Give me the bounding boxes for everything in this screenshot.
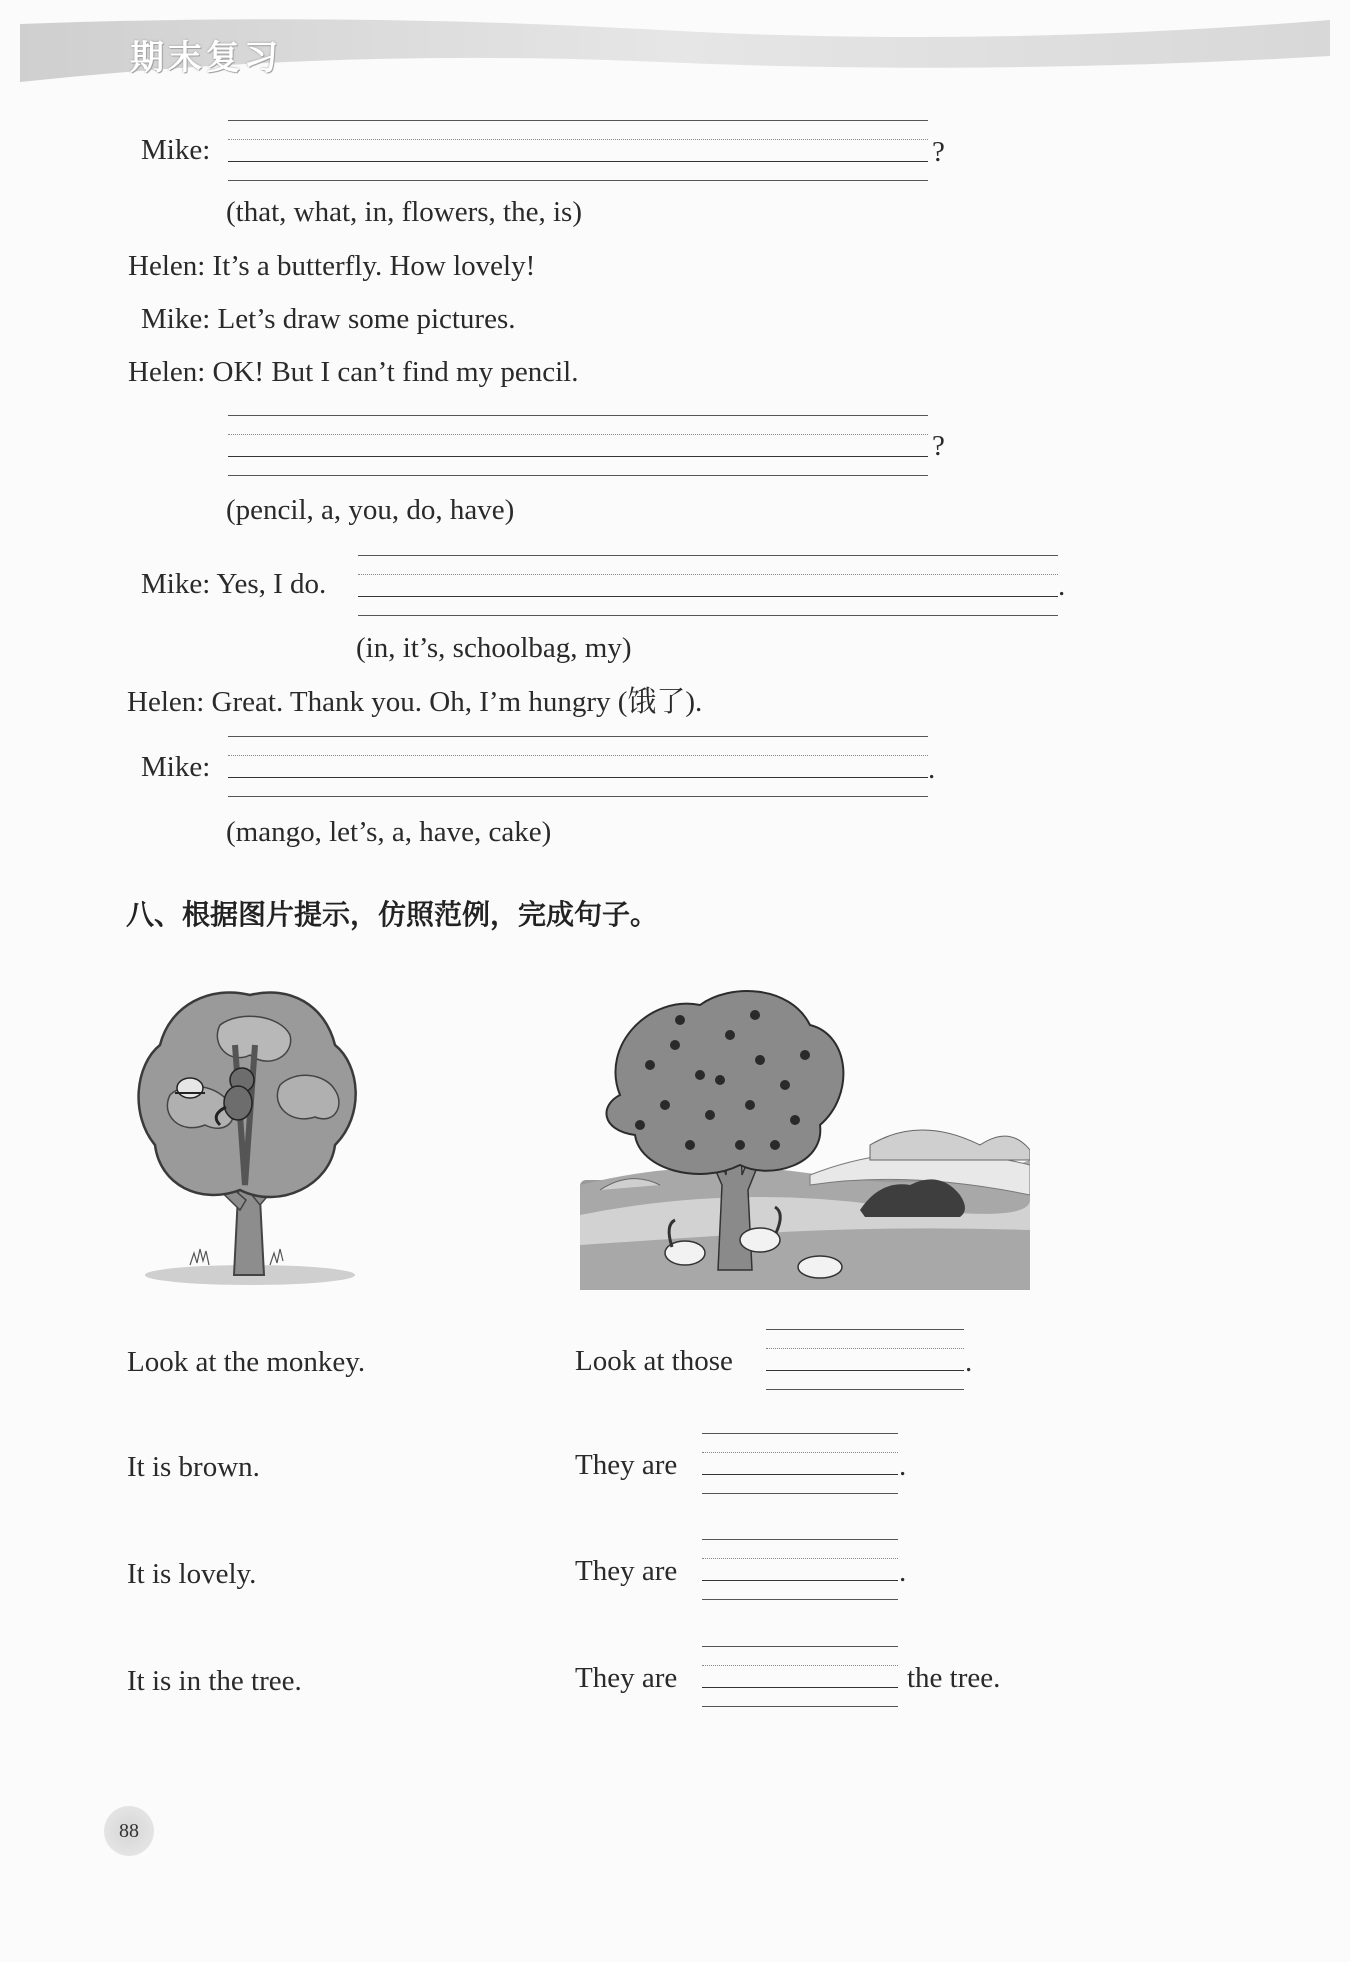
speaker-label: Mike: xyxy=(141,751,211,783)
word-hint: (mango, let’s, a, have, cake) xyxy=(226,816,552,848)
dialogue-line: Helen: It’s a butterfly. How lovely! xyxy=(128,250,536,282)
period-mark: . xyxy=(899,1556,907,1588)
dialogue-line: Mike: Yes, I do. xyxy=(141,568,327,600)
word-hint: (that, what, in, flowers, the, is) xyxy=(226,196,582,228)
dialogue-line: Helen: OK! But I can’t find my pencil. xyxy=(128,356,579,388)
dialogue-line: Mike: Let’s draw some pictures. xyxy=(141,303,516,335)
example-sentence: It is in the tree. xyxy=(127,1665,302,1697)
sentence-prefix: Look at those xyxy=(575,1345,733,1377)
monkey-tree-illustration xyxy=(130,985,370,1290)
section-header-title: 期末复习 xyxy=(130,38,282,78)
speaker-label: Mike: xyxy=(141,134,211,166)
sentence-prefix: They are xyxy=(575,1449,678,1481)
question-mark: ? xyxy=(932,430,945,462)
question-mark: ? xyxy=(932,136,945,168)
fruit-tree-geese-illustration xyxy=(580,985,1030,1295)
section-title: 八、根据图片提示，仿照范例，完成句子。 xyxy=(126,898,659,931)
example-sentence: Look at the monkey. xyxy=(127,1346,366,1378)
sentence-prefix: They are xyxy=(575,1662,678,1694)
example-sentence: It is brown. xyxy=(127,1451,260,1483)
period-mark: . xyxy=(965,1346,973,1378)
sentence-prefix: They are xyxy=(575,1555,678,1587)
period-mark: . xyxy=(1058,570,1066,602)
word-hint: (pencil, a, you, do, have) xyxy=(226,494,515,526)
period-mark: . xyxy=(899,1450,907,1482)
dialogue-line: Helen: Great. Thank you. Oh, I’m hungry (饿了). xyxy=(127,686,703,718)
example-sentence: It is lovely. xyxy=(127,1558,257,1590)
sentence-suffix: the tree. xyxy=(907,1662,1001,1694)
page-number: 88 xyxy=(104,1806,154,1856)
word-hint: (in, it’s, schoolbag, my) xyxy=(356,632,632,664)
period-mark: . xyxy=(928,753,936,785)
